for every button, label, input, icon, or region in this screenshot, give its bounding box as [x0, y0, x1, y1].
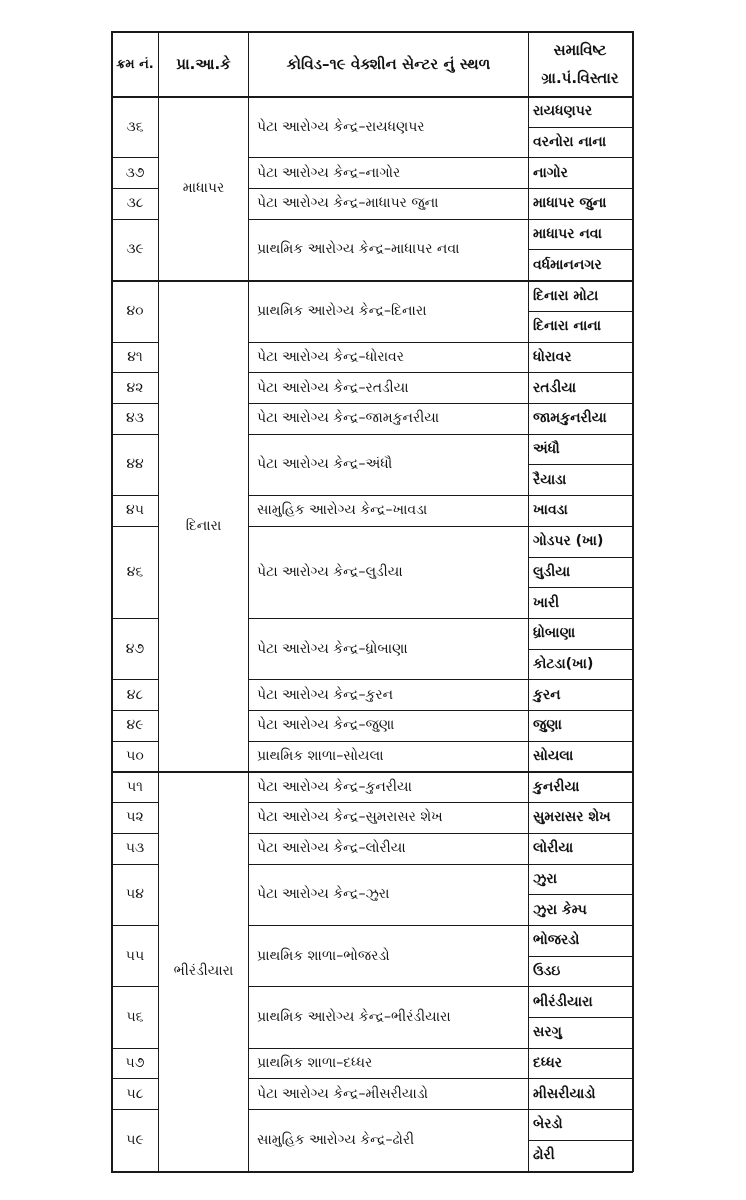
row-number: ૫૮ — [126, 1085, 144, 1102]
center-name: પેટા આરોગ્ય કેન્દ્ર–સુમરાસર શેખ — [257, 809, 443, 826]
row-number: ૪૫ — [126, 502, 144, 519]
grid-line — [111, 925, 158, 926]
center-name: પેટા આરોગ્ય કેન્દ્ર–ધોરાવર — [257, 348, 404, 365]
village-name: ગોડપર (ખા) — [533, 533, 604, 550]
center-name: પેટા આરોગ્ય કેન્દ્ર–રતડીયા — [257, 379, 409, 396]
row-number: ૩૬ — [126, 118, 144, 135]
row-number: ૪૧ — [127, 348, 143, 365]
grid-line — [111, 1171, 633, 1173]
grid-line — [528, 894, 632, 895]
center-name: પેટા આરોગ્ય કેન્દ્ર–માધાપર જુના — [257, 195, 439, 212]
grid-line — [248, 925, 632, 926]
row-number: ૫૫ — [125, 947, 145, 964]
village-name: જુણા — [533, 717, 562, 734]
grid-line — [248, 741, 632, 742]
village-name: બેરડો — [533, 1116, 563, 1133]
village-name: ઉડઇ — [533, 962, 561, 979]
village-name: કુરન — [533, 686, 561, 703]
grid-line — [111, 495, 158, 496]
village-name: માધાપર જુના — [533, 195, 607, 212]
village-name: સુમરાસર શેખ — [533, 809, 611, 826]
grid-line — [111, 434, 158, 435]
grid-line — [248, 864, 632, 865]
grid-line — [632, 31, 634, 1172]
grid-line — [248, 219, 632, 220]
grid-line — [528, 31, 529, 1171]
row-number: ૫૪ — [126, 886, 144, 903]
center-name: સામુહિક આરોગ્ય કેન્દ્ર–ખાવડા — [257, 502, 428, 519]
grid-line — [111, 1109, 158, 1110]
grid-line — [111, 372, 158, 373]
grid-line — [111, 741, 158, 742]
row-number: ૪૯ — [126, 717, 144, 734]
village-name: માધાપર નવા — [533, 226, 602, 243]
grid-line — [111, 710, 158, 711]
village-name: મીસરીયાડો — [533, 1085, 596, 1102]
grid-line — [248, 833, 632, 834]
village-name: નાગોર — [533, 164, 568, 181]
village-name: અંધૌ — [533, 441, 560, 458]
grid-line — [111, 157, 158, 158]
grid-line — [111, 864, 158, 865]
grid-line — [111, 802, 158, 803]
grid-line — [248, 1109, 632, 1110]
center-name: પ્રાથમિક શાળા–દધ્ધર — [257, 1055, 373, 1072]
village-name: ઝુરા — [533, 870, 558, 887]
grid-line — [111, 526, 158, 527]
center-name: પેટા આરોગ્ય કેન્દ્ર–અંધૌ — [257, 456, 393, 473]
grid-line — [248, 802, 632, 803]
center-name: પેટા આરોગ્ય કેન્દ્ર–ઝુરા — [257, 886, 390, 903]
grid-line — [111, 342, 158, 343]
village-name: સોયલા — [533, 748, 574, 765]
grid-line — [111, 188, 158, 189]
row-number: ૪૮ — [126, 686, 144, 703]
village-name: જામકુનરીયા — [533, 410, 607, 427]
row-number: ૫૩ — [125, 840, 145, 857]
grid-line — [528, 249, 632, 250]
grid-line — [528, 557, 632, 558]
grid-line — [111, 771, 633, 773]
grid-line — [528, 464, 632, 465]
village-name: દધ્ધર — [533, 1055, 563, 1072]
village-name: ભીરંડીયારા — [533, 993, 593, 1010]
header-phc: પ્રા.આ.કે — [176, 55, 231, 73]
grid-line — [528, 649, 632, 650]
village-name: ધોરાવર — [533, 348, 572, 365]
village-name: ખારી — [533, 594, 560, 611]
row-number: ૪૬ — [126, 563, 144, 580]
row-number: ૫૯ — [126, 1131, 144, 1148]
row-number: ૪૦ — [126, 302, 144, 319]
phc-name: માધાપર — [182, 180, 225, 197]
header-covered-line1: સમાવિષ્ટ — [553, 41, 607, 59]
phc-name: ભીરંડીયારા — [173, 962, 234, 979]
village-name: રાયધણપર — [533, 103, 593, 120]
header-serial: ક્રમ નં. — [116, 56, 154, 72]
grid-line — [248, 434, 632, 435]
center-name: પેટા આરોગ્ય કેન્દ્ર–લોરીયા — [257, 840, 406, 857]
row-number: ૩૯ — [126, 241, 144, 258]
grid-line — [248, 679, 632, 680]
village-name: દિનારા નાના — [533, 318, 602, 335]
grid-line — [248, 1078, 632, 1079]
grid-line — [248, 342, 632, 343]
row-number: ૫૭ — [125, 1055, 145, 1072]
grid-line — [111, 679, 158, 680]
village-name: સરગુ — [533, 1024, 562, 1041]
village-name: ઝુરા કેમ્પ — [533, 901, 587, 918]
village-name: ઢોરી — [533, 1147, 555, 1164]
grid-line — [111, 618, 158, 619]
row-number: ૩૮ — [126, 195, 144, 212]
phc-name: દિનારા — [185, 517, 222, 534]
center-name: પેટા આરોગ્ય કેન્દ્ર–રાયધણપર — [257, 118, 425, 135]
grid-line — [248, 403, 632, 404]
grid-line — [248, 372, 632, 373]
village-name: દિનારા મોટા — [533, 287, 599, 304]
row-number: ૪૨ — [126, 379, 144, 396]
grid-line — [111, 403, 158, 404]
grid-line — [111, 31, 113, 1171]
row-number: ૫૨ — [126, 809, 144, 826]
grid-line — [528, 1140, 632, 1141]
village-name: ખાવડા — [533, 502, 568, 519]
row-number: ૪૩ — [125, 410, 144, 427]
village-name: રૈયાડા — [533, 471, 567, 488]
village-name: લોરીયા — [533, 840, 574, 857]
grid-line — [528, 127, 632, 128]
grid-line — [248, 710, 632, 711]
grid-line — [528, 1017, 632, 1018]
village-name: વરનોરા નાના — [533, 134, 607, 151]
grid-line — [111, 96, 633, 98]
village-name: ધ્રોબાણા — [533, 625, 576, 642]
grid-line — [111, 1078, 158, 1079]
center-name: પ્રાથમિક આરોગ્ય કેન્દ્ર–દિનારા — [257, 302, 427, 319]
center-name: પેટા આરોગ્ય કેન્દ્ર–મીસરીયાડો — [257, 1085, 429, 1102]
grid-line — [111, 31, 633, 33]
row-number: ૫૬ — [126, 1008, 144, 1025]
center-name: પેટા આરોગ્ય કેન્દ્ર–જામકુનરીયા — [257, 410, 440, 427]
row-number: ૫૧ — [126, 778, 144, 795]
center-name: પ્રાથમિક શાળા–સોયલા — [257, 748, 384, 765]
grid-line — [111, 833, 158, 834]
grid-line — [528, 956, 632, 957]
row-number: ૪૭ — [125, 640, 145, 657]
center-name: પેટા આરોગ્ય કેન્દ્ર–કુનરીયા — [257, 778, 412, 795]
grid-line — [248, 31, 249, 1171]
center-name: પેટા આરોગ્ય કેન્દ્ર–જુણા — [257, 717, 395, 734]
center-name: પેટા આરોગ્ય કેન્દ્ર–લુડીયા — [257, 563, 403, 580]
grid-line — [248, 986, 632, 987]
center-name: પેટા આરોગ્ય કેન્દ્ર–કુરન — [257, 686, 394, 703]
center-name: પ્રાથમિક આરોગ્ય કેન્દ્ર–માધાપર નવા — [257, 241, 460, 258]
center-name: પેટા આરોગ્ય કેન્દ્ર–નાગોર — [257, 164, 401, 181]
village-name: રતડીયા — [533, 379, 577, 396]
grid-line — [248, 526, 632, 527]
village-name: લુડીયા — [533, 563, 571, 580]
center-name: પ્રાથમિક શાળા–ભોજરડો — [257, 947, 390, 964]
grid-line — [111, 1048, 158, 1049]
row-number: ૫૦ — [126, 748, 144, 765]
grid-line — [111, 280, 633, 282]
grid-line — [248, 157, 632, 158]
grid-line — [528, 587, 632, 588]
grid-line — [528, 311, 632, 312]
village-name: વર્ધમાનનગર — [533, 256, 602, 273]
grid-line — [158, 31, 159, 1171]
village-name: કુનરીયા — [533, 778, 580, 795]
grid-line — [111, 219, 158, 220]
village-name: ભોજરડો — [533, 932, 580, 949]
village-name: કોટડા(ખા) — [533, 655, 594, 672]
grid-line — [248, 1048, 632, 1049]
grid-line — [248, 618, 632, 619]
row-number: ૪૪ — [126, 456, 144, 473]
center-name: પેટા આરોગ્ય કેન્દ્ર–ધ્રોબાણા — [257, 640, 408, 657]
grid-line — [248, 188, 632, 189]
header-covered-line2: ગ્રા.પં.વિસ્તાર — [541, 69, 619, 87]
row-number: ૩૭ — [125, 164, 145, 181]
header-center: કોવિડ–૧૯ વેક્શીન સેન્ટર નું સ્થળ — [286, 55, 491, 73]
center-name: પ્રાથમિક આરોગ્ય કેન્દ્ર–ભીરંડીયારા — [257, 1008, 451, 1025]
grid-line — [111, 986, 158, 987]
grid-line — [248, 495, 632, 496]
center-name: સામુહિક આરોગ્ય કેન્દ્ર–ઢોરી — [257, 1131, 415, 1148]
